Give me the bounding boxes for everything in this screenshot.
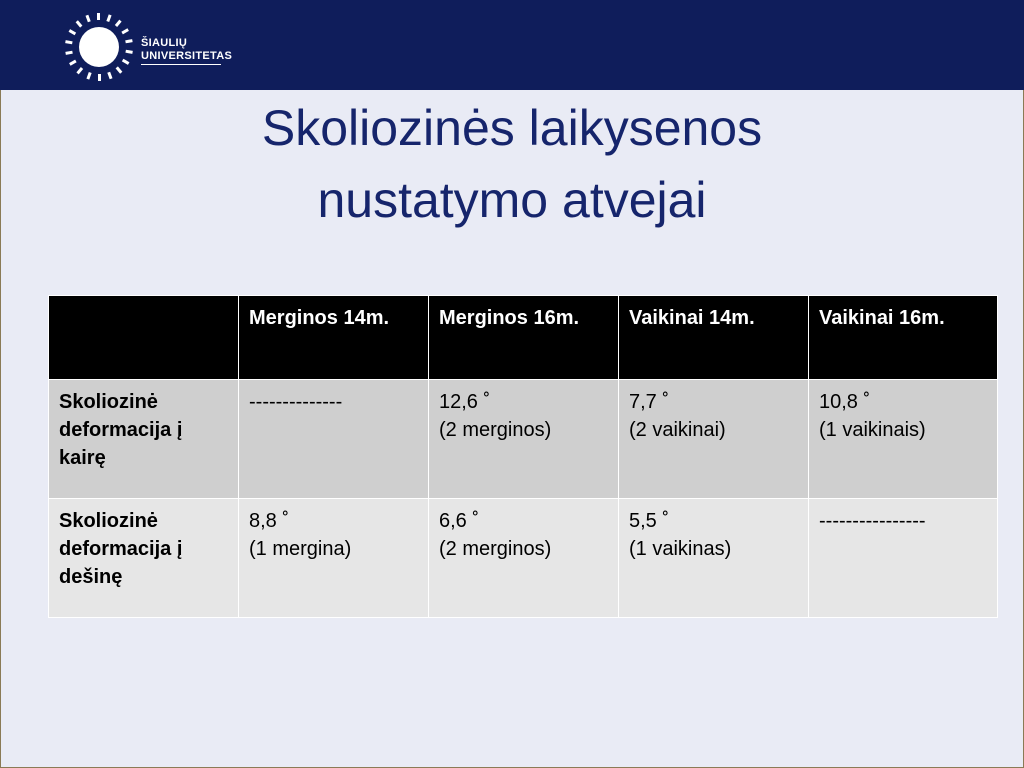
table-header-row: [49, 296, 998, 380]
row-label: Skoliozinė deformacija į kairę: [49, 380, 239, 499]
table-header-cell: Vaikinai 16m.: [809, 296, 998, 380]
table-cell: [619, 499, 809, 618]
cell-note: (2 merginos): [439, 538, 552, 560]
table-cell: [239, 380, 429, 499]
cell-note: (1 vaikinas): [629, 538, 732, 560]
logo-underline: [141, 64, 221, 65]
cell-value: 5,5 ˚: [629, 510, 670, 532]
table-header-corner: [49, 296, 239, 380]
cell-value: --------------: [249, 391, 343, 413]
cell-value: 8,8 ˚: [249, 510, 290, 532]
table-row: [49, 499, 998, 618]
table-cell: [809, 499, 998, 618]
slide-title: [0, 92, 1024, 236]
cell-note: (1 mergina): [249, 538, 352, 560]
table-header-cell: Vaikinai 14m.: [619, 296, 809, 380]
table-cell: [429, 499, 619, 618]
header-band: [0, 0, 1024, 90]
table-cell: [239, 499, 429, 618]
university-name-line1: ŠIAULIŲ: [141, 37, 188, 49]
row-label: Skoliozinė deformacija į dešinę: [49, 499, 239, 618]
table-cell: [429, 380, 619, 499]
university-seal-logo: [64, 12, 134, 82]
cell-note: (1 vaikinais): [819, 419, 926, 441]
cell-value: 12,6 ˚: [439, 391, 491, 413]
university-name-line2: UNIVERSITETAS: [141, 50, 233, 62]
university-name: [141, 37, 232, 63]
cell-value: 6,6 ˚: [439, 510, 480, 532]
slide-title-line1: Skoliozinės laikysenos: [261, 100, 763, 156]
table-cell: [619, 380, 809, 499]
cell-note: (2 merginos): [439, 419, 552, 441]
cell-note: (2 vaikinai): [629, 419, 726, 441]
cell-value: ----------------: [819, 510, 926, 532]
cell-value: 10,8 ˚: [819, 391, 871, 413]
table-row: [49, 380, 998, 499]
table-header-cell: Merginos 16m.: [429, 296, 619, 380]
cell-value: 7,7 ˚: [629, 391, 670, 413]
scoliosis-table: [48, 295, 998, 618]
table-header-cell: Merginos 14m.: [239, 296, 429, 380]
slide-title-line2: nustatymo atvejai: [317, 172, 707, 228]
table-cell: [809, 380, 998, 499]
